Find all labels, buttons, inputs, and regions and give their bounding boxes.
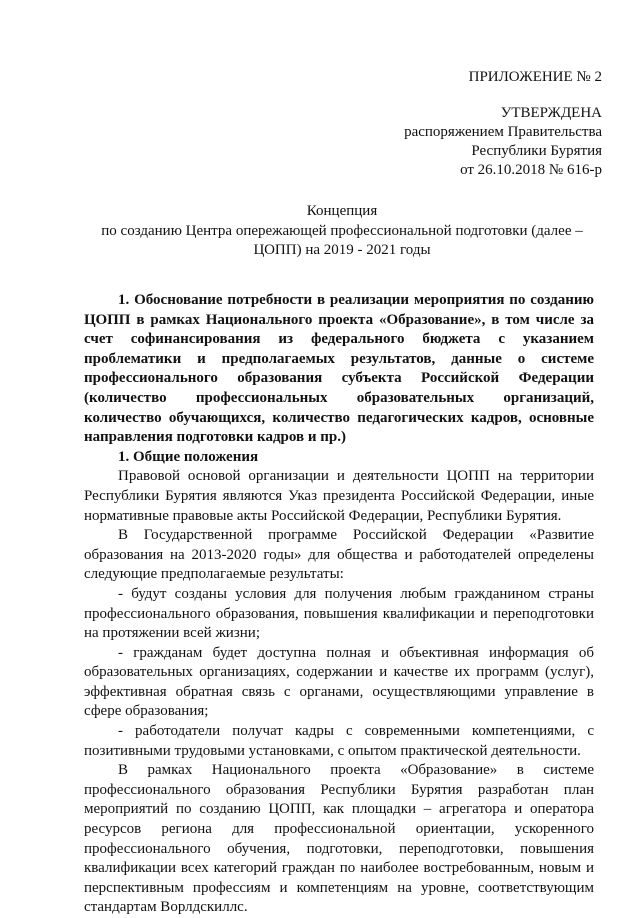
concept-title-line-3: ЦОПП) на 2019 - 2021 годы bbox=[253, 242, 431, 258]
approved-title: УТВЕРЖДЕНА bbox=[500, 105, 602, 121]
concept-title-line-2: по созданию Центра опережающей профессиональной подготовки (далее – bbox=[101, 222, 583, 239]
approval-block bbox=[404, 104, 602, 180]
annex-number bbox=[469, 68, 602, 87]
bullet-employers: - работодатели получат кадры с современными компетенциями, с позитивными трудовыми установками, с опытом практической деятельности. bbox=[84, 723, 594, 759]
subsection-heading: 1. Общие положения bbox=[118, 448, 259, 465]
bullet-education-conditions: - будут созданы условия для получения любым гражданином страны профессионального образования, повышения квалификации и переподготовки на протяжении всей жизни; bbox=[84, 585, 594, 642]
paragraph-legal-basis: Правовой основой организации и деятельности ЦОПП на территории Республики Бурятия являются Указ президента Российской Федерации, иные нормативные правовые акты Российской Федерации, Республики Бурятия. bbox=[84, 468, 594, 524]
bullet-information-access: - гражданам будет доступна полная и объективная информация об образовательных организациях, содержании и качестве их программ (услуг), эффективная обратная связь с органами, осуществляющими управление в сфере образования; bbox=[84, 644, 594, 720]
paragraph-state-program: В Государственной программе Российской Федерации «Развитие образования на 2013-2020 годы» для общества и работодателей определены следующие предполагаемые результаты: bbox=[84, 527, 594, 583]
annex-label: ПРИЛОЖЕНИЕ № 2 bbox=[468, 69, 602, 85]
approved-date-line: от 26.10.2018 № 616-р bbox=[460, 162, 602, 178]
concept-title-line-1: Концепция bbox=[306, 203, 378, 219]
section-heading: 1. Обоснование потребности в реализации мероприятия по созданию ЦОПП в рамках Национального проекта «Образование», в том числе за счет софинансирования из федерального бюджета с указанием проблематики и предполагаемых результатов, данные о системе профессионального образования субъекта Российской Федерации (количество профессиональных образовательных организаций, количество обучающихся, количество педагогических кадров, основные направления подготовки кадров и пр.) bbox=[84, 292, 594, 446]
document-body bbox=[84, 291, 594, 918]
concept-title bbox=[80, 202, 604, 261]
paragraph-national-project: В рамках Национального проекта «Образование» в системе профессионального образования Республики Бурятия разработан план мероприятий по созданию ЦОПП, как площадки – агрегатора и оператора ресурсов региона для профессиональной ориентации, ускоренного профессионального обучения, подготовки, переподготовки, повышения квалификации всех категорий граждан по наиболее востребованным, новым и перспективным профессиям и компетенциям на уровне, соответствующим стандартам Ворлдскиллс. bbox=[84, 762, 594, 916]
approved-by-line: распоряжением Правительства bbox=[404, 124, 602, 140]
approved-region-line: Республики Бурятия bbox=[471, 143, 602, 159]
